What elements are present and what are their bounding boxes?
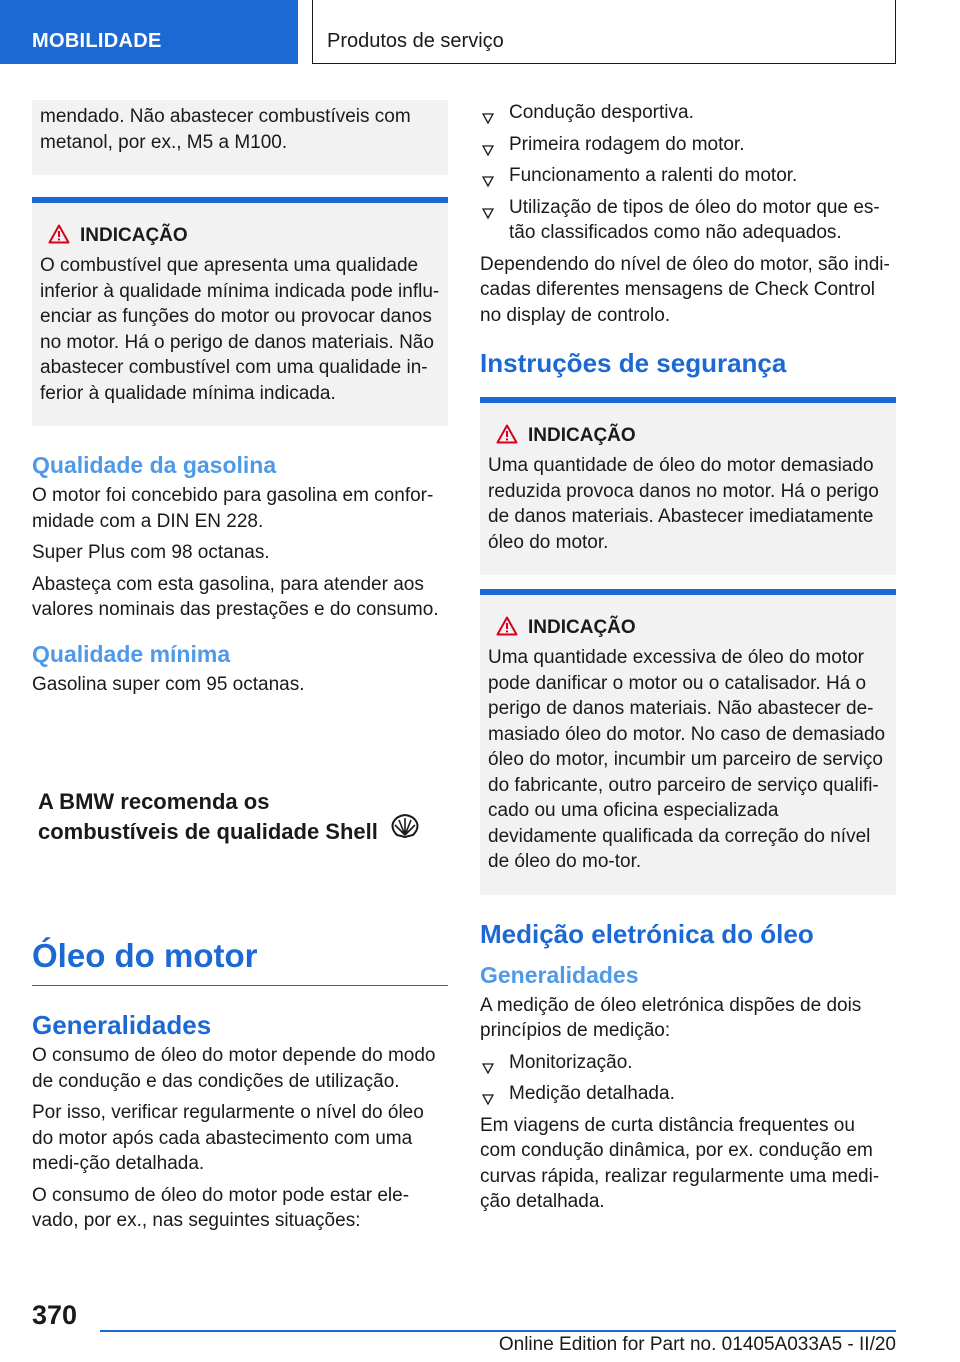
bullet-triangle-icon: [482, 107, 494, 133]
bullet-triangle-icon: [482, 170, 494, 196]
heading-gasoline-quality: Qualidade da gasolina: [32, 452, 277, 478]
list-item: Medição detalhada.: [480, 1081, 896, 1107]
note-heading: [40, 223, 440, 249]
shell-recommendation-text: [38, 787, 378, 847]
bullet-triangle-icon: [482, 202, 494, 228]
note-oil-low: [480, 397, 896, 575]
bullet-triangle-icon: [482, 1088, 494, 1114]
shell-line-2: combustíveis de qualidade Shell: [38, 819, 378, 844]
list-item: Utilização de tipos de óleo do motor que es-tão classificados como não adequados.: [480, 195, 896, 246]
paragraph: Abasteça com esta gasolina, para atender aos valores nominais das prestações e do consumo.: [32, 573, 439, 620]
note-heading: [488, 423, 888, 449]
paragraph: Dependendo do nível de óleo do motor, são indi-cadas diferentes mensagens de Check Control no display de controlo.: [480, 253, 890, 326]
page-header-title: Produtos de serviço: [312, 0, 896, 64]
warning-triangle-icon: [488, 423, 528, 449]
note-text: O combustível que apresenta uma qualidade inferior à qualidade mínima indicada pode influ-enciar as funções do motor ou provocar danos no motor. Há o perigo de danos materiais. Não abastecer combustível com uma qualidade in-ferior à qualidade mínima indicada.: [40, 255, 440, 404]
heading-generalities: Generalidades: [32, 1010, 212, 1040]
shell-line-1: A BMW recomenda os: [38, 789, 270, 814]
paragraph: Em viagens de curta distância frequentes ou com condução dinâmica, por ex. condução em curvas rápida, realizar regularmente uma medi-ção detalhada.: [480, 1114, 880, 1212]
paragraph: Por isso, verificar regularmente o nível do óleo do motor após cada abastecimento com uma medi-ção detalhada.: [32, 1102, 424, 1174]
warning-triangle-icon: [488, 615, 528, 641]
list-item: Primeira rodagem do motor.: [480, 132, 896, 158]
note-heading-text: INDICAÇÃO: [80, 225, 188, 246]
list-item: Funcionamento a ralenti do motor.: [480, 163, 896, 189]
paragraph: A medição de óleo eletrónica dispões de dois princípios de medição:: [480, 994, 862, 1041]
list-item: Condução desportiva.: [480, 100, 896, 126]
paragraph: Gasolina super com 95 octanas.: [32, 673, 305, 695]
heading-safety-instructions: Instruções de segurança: [480, 348, 787, 378]
paragraph: Super Plus com 98 octanas.: [32, 542, 270, 563]
bullet-triangle-icon: [482, 139, 494, 165]
bullet-list-principles: [480, 1050, 896, 1107]
paragraph: O consumo de óleo do motor depende do modo de condução e das condições de utilização.: [32, 1045, 436, 1092]
note-heading: [488, 615, 888, 641]
shell-logo-icon: [390, 813, 420, 844]
heading-generalities: Generalidades: [480, 961, 639, 988]
intro-box: [32, 100, 448, 175]
list-item: Monitorização.: [480, 1050, 896, 1076]
footer-divider: [100, 1330, 896, 1332]
heading-minimum-quality: Qualidade mínima: [32, 640, 231, 667]
warning-triangle-icon: [40, 223, 80, 249]
intro-text: mendado. Não abastecer combustíveis com metanol, por ex., M5 a M100.: [40, 106, 411, 153]
section-tab: MOBILIDADE: [0, 0, 298, 64]
chapter-title: Óleo do motor: [32, 937, 448, 986]
page-header: [0, 0, 960, 66]
page-number: 370: [32, 1300, 78, 1330]
heading-electronic-oil-measurement: Medição eletrónica do óleo: [480, 918, 814, 949]
bullet-triangle-icon: [482, 1057, 494, 1083]
right-column: [480, 100, 896, 1221]
note-text: Uma quantidade excessiva de óleo do motor pode danificar o motor ou o catalisador. Há o perigo de danos materiais. Não abastecer de-masiado óleo do motor. No caso de demasiado óleo do motor, incumbir um parceiro de serviço do fabricante, outro parceiro de serviço qualifi-cado ou uma oficina especializada devidamente qualificada da correção do nível de óleo do mo-tor.: [488, 647, 886, 872]
paragraph: O consumo de óleo do motor pode estar ele-vado, por ex., nas seguintes situações:: [32, 1184, 410, 1231]
paragraph: O motor foi concebido para gasolina em confor-midade com a DIN EN 228.: [32, 485, 434, 532]
note-heading-text: INDICAÇÃO: [528, 425, 636, 446]
bullet-list-situations: [480, 100, 896, 246]
note-text: Uma quantidade de óleo do motor demasiado reduzida provoca danos no motor. Há o perigo de danos materiais. Abastecer imediatamente óleo do motor.: [488, 455, 879, 553]
left-column: [32, 100, 448, 1240]
note-oil-excess: [480, 589, 896, 895]
footer-edition: Online Edition for Part no. 01405A033A5 - II/20: [498, 1334, 896, 1355]
note-heading-text: INDICAÇÃO: [528, 617, 636, 638]
note-fuel-quality: [32, 197, 448, 426]
shell-recommendation: [32, 787, 448, 847]
